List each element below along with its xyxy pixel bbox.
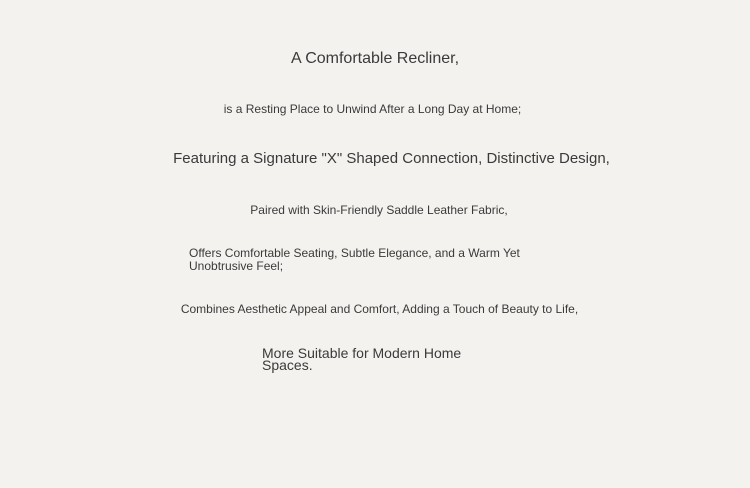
description-line-aesthetic: Combines Aesthetic Appeal and Comfort, Adding a Touch of Beauty to Life, [180,302,579,316]
description-line-resting-place: is a Resting Place to Unwind After a Long Day at Home; [223,102,522,116]
headline-text: A Comfortable Recliner, [290,50,460,67]
description-line-fabric: Paired with Skin-Friendly Saddle Leather Fabric, [250,203,508,217]
description-line-design: Featuring a Signature "X" Shaped Connection, Distinctive Design, [173,150,610,167]
description-line-seating: Offers Comfortable Seating, Subtle Elegance, and a Warm Yet Unobtrusive Feel; [189,246,520,273]
description-line-modern-spaces: More Suitable for Modern Home Spaces. [262,345,462,373]
